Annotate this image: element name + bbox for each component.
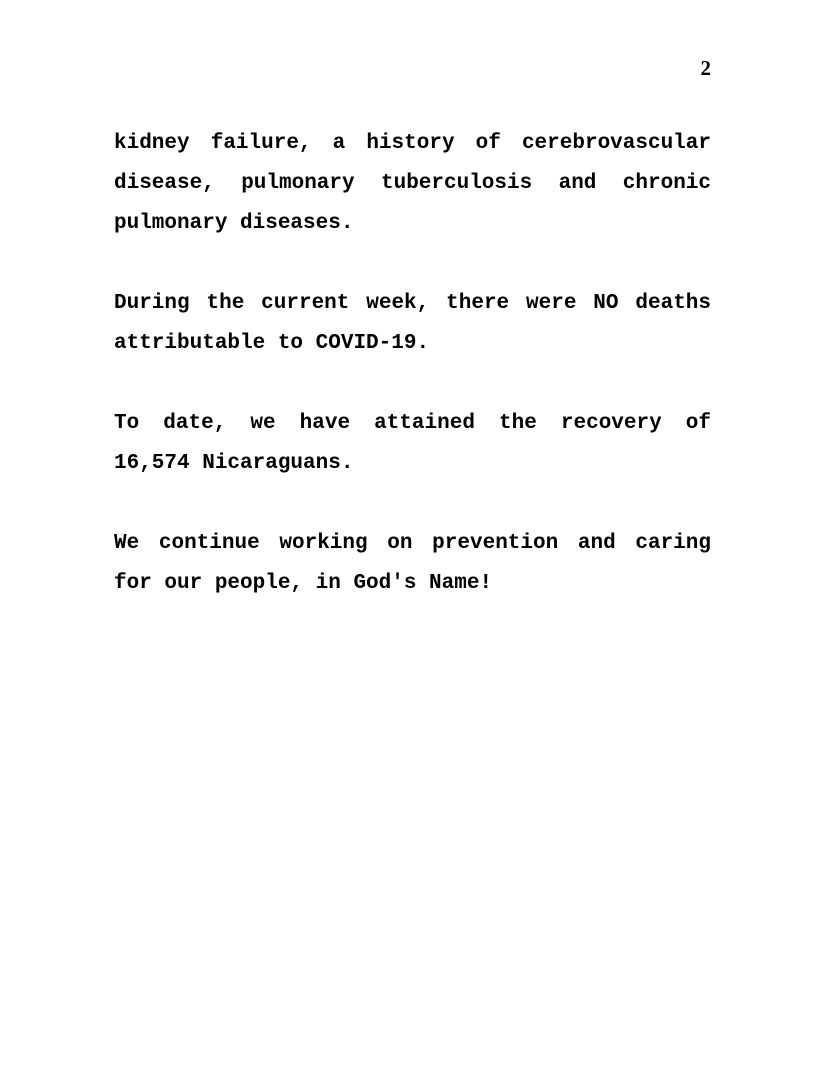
paragraph <box>114 124 711 244</box>
text-line: To date, we have attained the recovery of <box>114 412 711 435</box>
text-line: for our people, in God's Name! <box>114 572 493 595</box>
document-body <box>114 124 711 604</box>
text-line: disease, pulmonary tuberculosis and chronic <box>114 172 711 195</box>
content-column <box>114 58 711 644</box>
paragraph <box>114 404 711 484</box>
text-line: We continue working on prevention and caring <box>114 532 711 555</box>
text-line: attributable to COVID-19. <box>114 332 430 355</box>
text-line: pulmonary diseases. <box>114 212 354 235</box>
page-number: 2 <box>700 56 711 80</box>
paragraph <box>114 284 711 364</box>
text-line: kidney failure, a history of cerebrovascular <box>114 132 711 155</box>
text-line: 16,574 Nicaraguans. <box>114 452 354 475</box>
paragraph <box>114 524 711 604</box>
text-line: During the current week, there were NO deaths <box>114 292 711 315</box>
